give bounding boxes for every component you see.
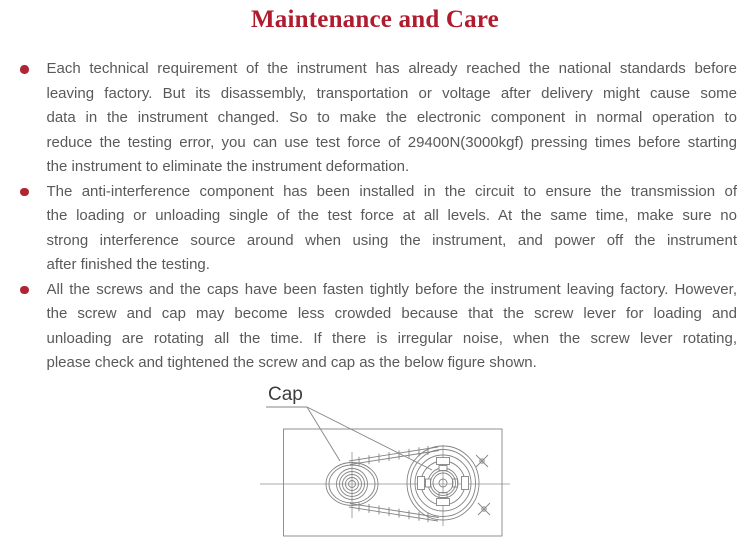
text-line: reduce the testing error, you can use test force of 29400N(3000kgf) pressing times before starting [46, 133, 737, 151]
text-line: The anti-interference component has been installed in the circuit to ensure the transmission of [46, 182, 737, 200]
text-line: please check and tightened the screw and cap as the below figure shown. [46, 354, 537, 371]
cap-label: Cap [268, 384, 303, 405]
text-line: the loading or unloading single of the test force at all levels. At the same time, make sure no [46, 207, 737, 224]
bullet-text [47, 57, 738, 180]
text-line: Each technical requirement of the instrument has already reached the national standards before [46, 60, 737, 77]
page-title: Maintenance and Care [251, 6, 499, 33]
text-line: after finished the testing. [46, 256, 210, 273]
bullet-item [20, 180, 737, 278]
text-line: the instrument to eliminate the instrument deformation. [46, 158, 410, 175]
bullet-dot-icon [20, 286, 29, 295]
text-line: the screw and cap may become less crowded because that the screw lever for loading and [46, 305, 737, 322]
drawing-frame [284, 429, 503, 536]
bullet-item [20, 278, 737, 376]
pulley-figure [250, 373, 522, 555]
bullet-item [20, 57, 737, 180]
text-line: unloading are rotating all the time. If there is irregular noise, when the screw lever rotating, [46, 329, 737, 347]
bullet-text [47, 180, 738, 278]
text-line: leaving factory. But its disassembly, transportation or voltage after delivery might cause some [46, 84, 737, 102]
bullet-dot-icon [20, 65, 29, 74]
bullet-list [20, 57, 737, 376]
text-line: data in the instrument changed. So to make the electronic component in normal operation to [46, 109, 737, 126]
screw-mark-icon [476, 455, 488, 467]
text-line: All the screws and the caps have been fasten tightly before the instrument leaving factory. However, [46, 280, 737, 298]
bullet-dot-icon [20, 188, 29, 197]
bullet-text [47, 278, 738, 376]
text-line: strong interference source around when using the instrument, and power off the instrument [46, 231, 737, 249]
center-lines [260, 445, 510, 526]
screw-mark-icon [478, 503, 490, 515]
